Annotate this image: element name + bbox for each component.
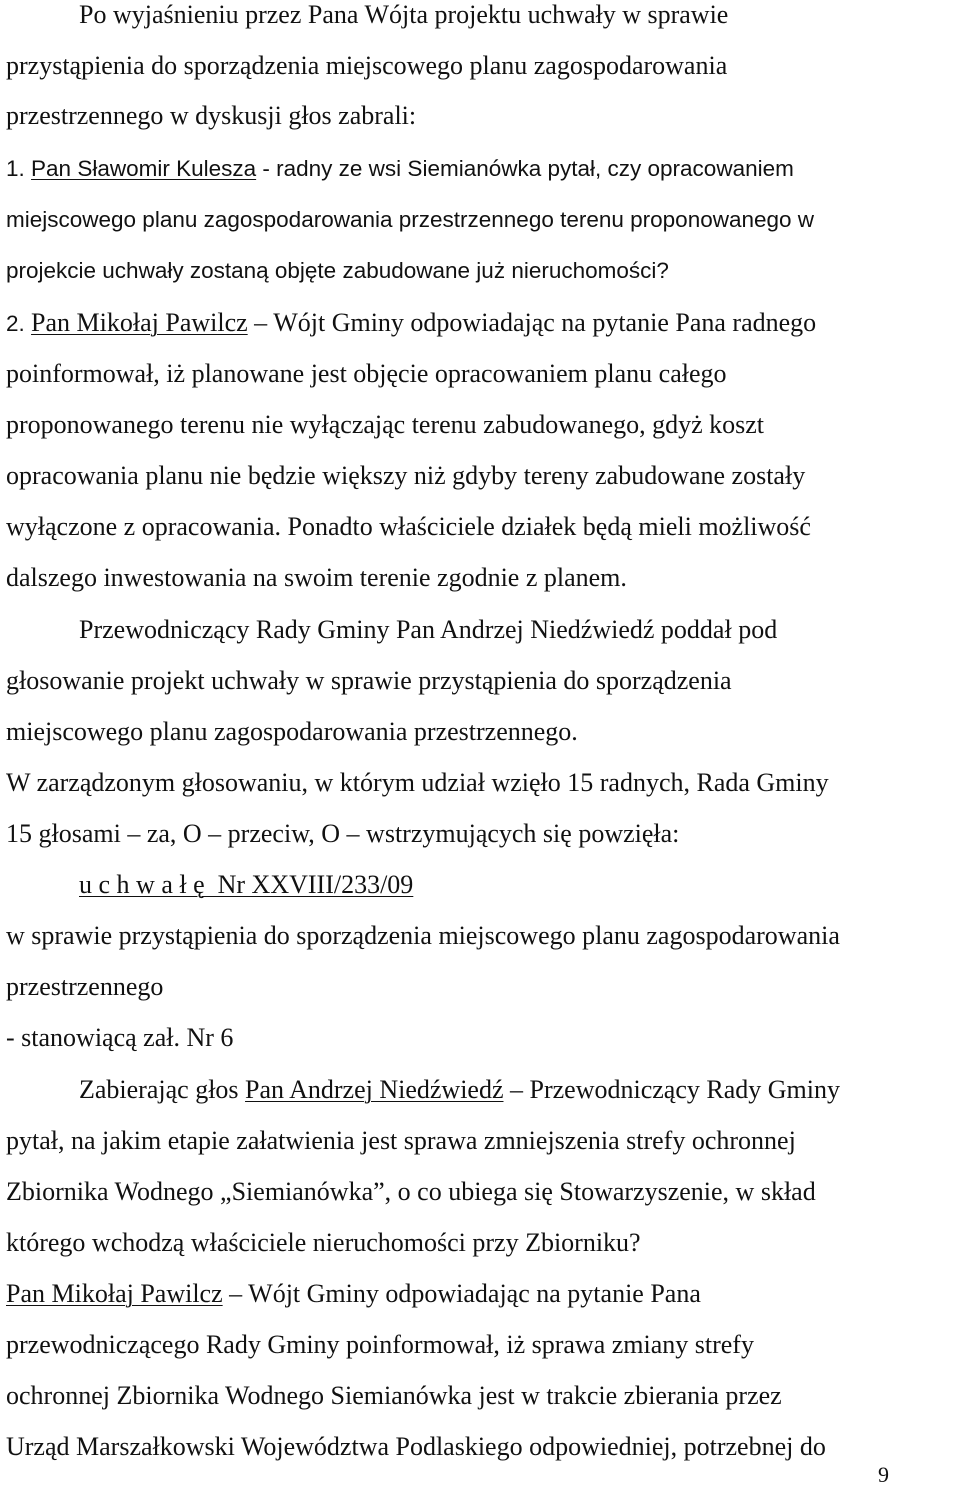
text-line: ochronnej Zbiornika Wodnego Siemianówka jest w trakcie zbierania przez [6, 1381, 782, 1410]
text-span: – Wójt Gminy odpowiadając na pytanie Pana radnego [247, 308, 817, 337]
text-line: w sprawie przystąpienia do sporządzenia miejscowego planu zagospodarowania [6, 921, 840, 950]
list-number: 1. [6, 156, 32, 181]
speaker-name: Pan Andrzej Niedźwiedź [245, 1075, 504, 1104]
text-line: poinformował, iż planowane jest objęcie opracowaniem planu całego [6, 359, 727, 388]
text-span: – Wójt Gminy odpowiadając na pytanie Pana [222, 1279, 701, 1308]
speaker-name: Pan Sławomir Kulesza [31, 156, 257, 181]
list-number: 2. [6, 311, 32, 336]
text-line: miejscowego planu zagospodarowania przestrzennego. [6, 717, 578, 746]
text-line: - stanowiącą zał. Nr 6 [6, 1023, 234, 1052]
text-line: przestrzennego [6, 972, 164, 1001]
speaker-name: Pan Mikołaj Pawilcz [31, 308, 248, 337]
text-line: W zarządzonym głosowaniu, w którym udział wzięło 15 radnych, Rada Gminy [6, 768, 829, 797]
text-line: Po wyjaśnieniu przez Pana Wójta projektu uchwały w sprawie [79, 0, 729, 29]
text-line [79, 1073, 960, 1107]
text-line: proponowanego terenu nie wyłączając terenu zabudowanego, gdyż koszt [6, 410, 765, 439]
text-line: przewodniczącego Rady Gminy poinformował, iż sprawa zmiany strefy [6, 1330, 754, 1359]
speaker-name: Pan Mikołaj Pawilcz [6, 1279, 223, 1308]
text-line [6, 152, 956, 186]
text-span: - radny ze wsi Siemianówka pytał, czy opracowaniem [256, 156, 794, 181]
text-line: opracowania planu nie będzie większy niż gdyby tereny zabudowane zostały [6, 461, 806, 490]
text-span: Zabierając głos [79, 1075, 246, 1104]
text-line: przystąpienia do sporządzenia miejscowego planu zagospodarowania [6, 51, 728, 80]
text-line: 15 głosami – za, O – przeciw, O – wstrzymujących się powzięła: [6, 819, 680, 848]
resolution-number: u c h w a ł ę Nr XXVIII/233/09 [79, 870, 414, 899]
text-line: miejscowego planu zagospodarowania przestrzennego terenu proponowanego w [6, 207, 815, 232]
text-line [6, 1277, 956, 1311]
text-line: którego wchodzą właściciele nieruchomości przy Zbiorniku? [6, 1228, 641, 1257]
resolution-title [79, 868, 960, 902]
text-line: Zbiornika Wodnego „Siemianówka”, o co ubiega się Stowarzyszenie, w skład [6, 1177, 816, 1206]
text-line [6, 306, 956, 341]
text-line: głosowanie projekt uchwały w sprawie przystąpienia do sporządzenia [6, 666, 732, 695]
text-line: przestrzennego w dyskusji głos zabrali: [6, 101, 417, 130]
text-line: pytał, na jakim etapie załatwienia jest sprawa zmniejszenia strefy ochronnej [6, 1126, 796, 1155]
text-line: Przewodniczący Rady Gminy Pan Andrzej Niedźwiedź poddał pod [79, 615, 778, 644]
text-line: Urząd Marszałkowski Województwa Podlaskiego odpowiedniej, potrzebnej do [6, 1432, 826, 1461]
page-number: 9 [878, 1462, 889, 1487]
text-line: wyłączone z opracowania. Ponadto właściciele działek będą mieli możliwość [6, 512, 811, 541]
text-line: dalszego inwestowania na swoim terenie zgodnie z planem. [6, 563, 627, 592]
text-line: projekcie uchwały zostaną objęte zabudowane już nieruchomości? [6, 258, 669, 283]
text-span: – Przewodniczący Rady Gminy [503, 1075, 840, 1104]
